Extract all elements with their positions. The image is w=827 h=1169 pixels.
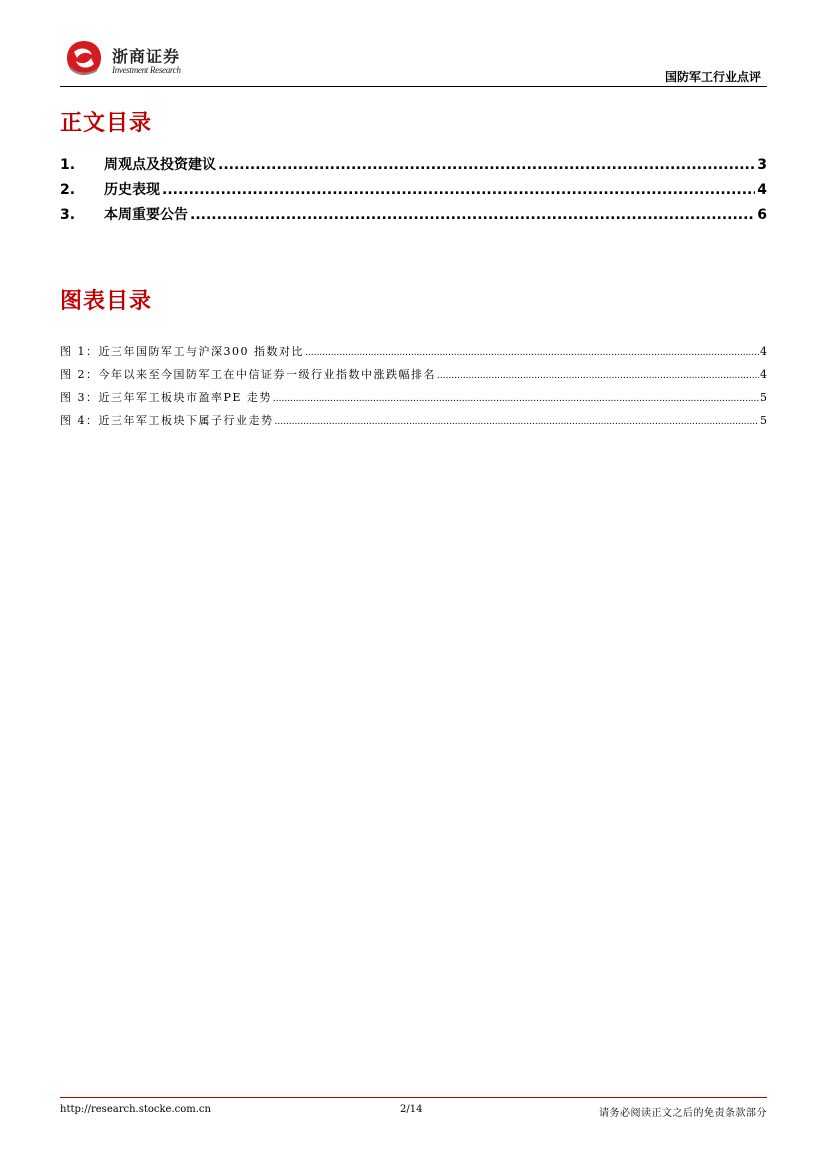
- figure-leader-dots: [305, 348, 759, 358]
- toc-item-text: 本周重要公告: [104, 207, 188, 223]
- figure-item[interactable]: [60, 343, 767, 366]
- page-footer: [60, 1097, 767, 1127]
- figure-leader-dots: [437, 371, 759, 381]
- toc-item-text: 历史表现: [104, 182, 160, 198]
- figure-item-label: 图 1：近三年国防军工与沪深300 指数对比: [60, 345, 304, 358]
- figure-item[interactable]: [60, 389, 767, 412]
- figure-item-page: 5: [760, 414, 767, 427]
- report-type: 国防军工行业点评: [664, 70, 761, 84]
- header-divider: [60, 86, 767, 87]
- figure-item-label: 图 4：近三年军工板块下属子行业走势: [60, 414, 274, 427]
- toc-leader-dots: [190, 207, 755, 223]
- toc-leader-dots: [218, 157, 755, 173]
- toc-item-number: 1.: [60, 157, 76, 173]
- toc-item[interactable]: [60, 154, 767, 179]
- figure-leader-dots: [275, 417, 760, 427]
- toc-item-text: 周观点及投资建议: [104, 157, 216, 173]
- toc-item[interactable]: [60, 204, 767, 229]
- toc-title: 正文目录: [60, 111, 153, 136]
- footer-page-number: 2/14: [400, 1104, 423, 1115]
- toc-item-page: 4: [757, 182, 767, 198]
- footer-disclaimer: 请务必阅读正文之后的免责条款部分: [599, 1108, 767, 1119]
- footer-url-link[interactable]: http://research.stocke.com.cn: [60, 1104, 211, 1115]
- figure-item-label: 图 3：近三年军工板块市盈率PE 走势: [60, 391, 272, 404]
- toc-list: [60, 154, 767, 229]
- toc-item-page: 3: [757, 157, 767, 173]
- figure-leader-dots: [273, 394, 759, 404]
- toc-item-number: 2.: [60, 182, 76, 198]
- toc-item[interactable]: [60, 179, 767, 204]
- figure-list: [60, 343, 767, 435]
- figure-item[interactable]: [60, 366, 767, 389]
- figure-item-page: 4: [760, 345, 767, 358]
- figures-title: 图表目录: [60, 289, 153, 314]
- toc-leader-dots: [162, 182, 755, 198]
- toc-item-page: 6: [757, 207, 767, 223]
- footer-divider: [60, 1097, 767, 1098]
- figure-item-page: 5: [760, 391, 767, 404]
- figure-item-page: 4: [760, 368, 767, 381]
- figure-item[interactable]: [60, 412, 767, 435]
- figure-item-label: 图 2：今年以来至今国防军工在中信证券一级行业指数中涨跌幅排名: [60, 368, 436, 381]
- company-logo: [64, 38, 184, 82]
- logo-mark-icon: [64, 38, 104, 78]
- logo-chinese-text: 浙商证券: [112, 47, 181, 66]
- logo-english-text: Investment Research: [112, 65, 181, 75]
- toc-item-number: 3.: [60, 207, 76, 223]
- page-header: [60, 38, 767, 88]
